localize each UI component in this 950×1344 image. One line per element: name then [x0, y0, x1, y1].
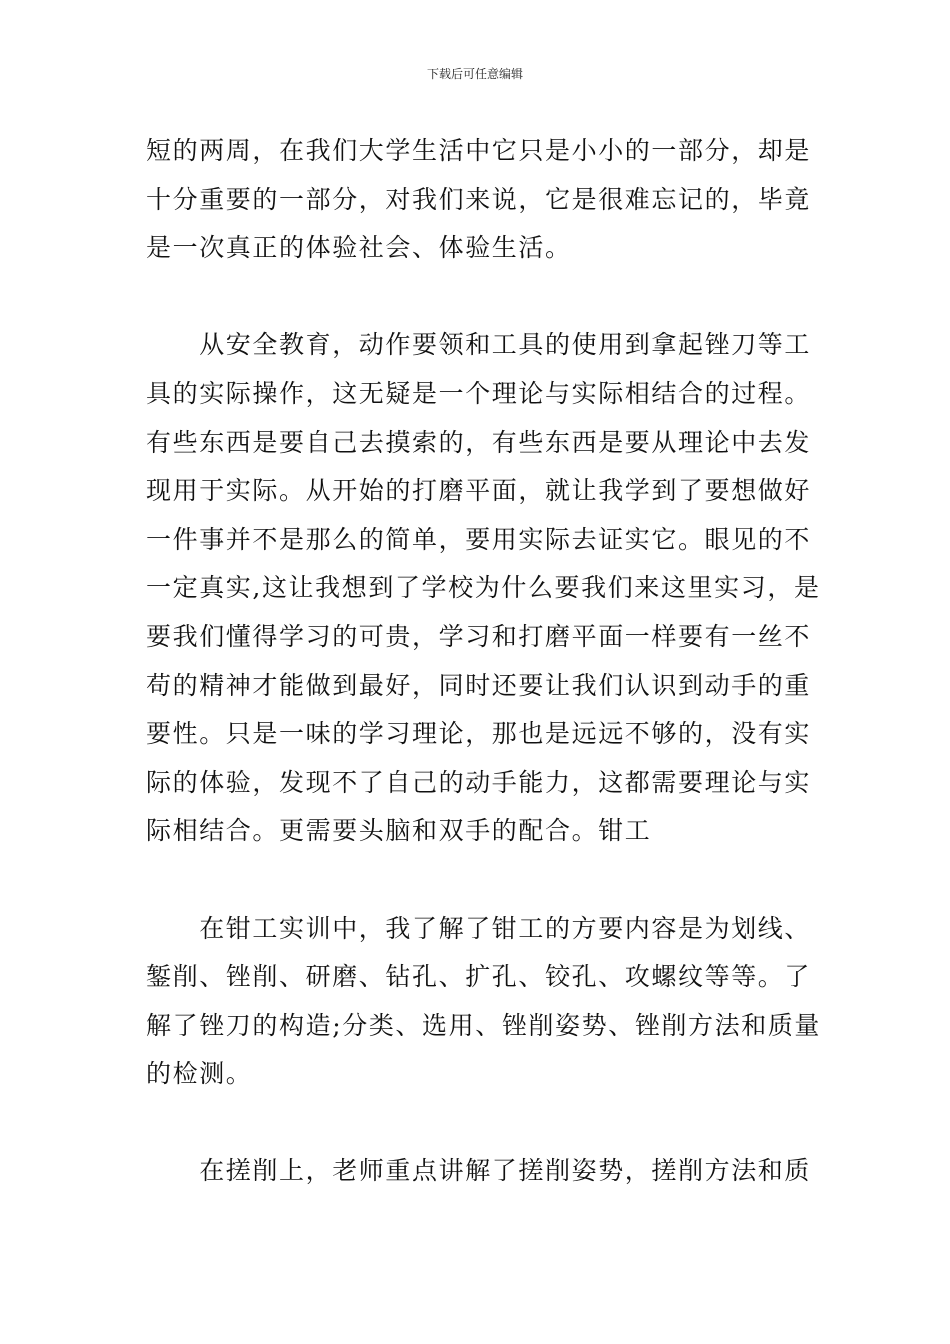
text-line: 的检测。: [146, 1059, 253, 1089]
paragraph-1: [146, 127, 812, 273]
text-line: 现用于实际。从开始的打磨平面，就让我学到了要想做好: [146, 476, 812, 506]
text-line: 苟的精神才能做到最好，同时还要让我们认识到动手的重: [146, 670, 812, 700]
paragraph-4: [146, 1147, 812, 1196]
paragraph-2: [146, 321, 821, 856]
text-line: 短的两周，在我们大学生活中它只是小小的一部分，却是: [146, 136, 812, 165]
text-line: 际相结合。更需要头脑和双手的配合。钳工: [146, 816, 652, 846]
text-line: 有些东西是要自己去摸索的，有些东西是要从理论中去发: [146, 427, 812, 457]
text-line: 际的体验，发现不了自己的动手能力，这都需要理论与实: [146, 767, 812, 797]
text-line: 要性。只是一味的学习理论，那也是远远不够的，没有实: [146, 719, 812, 749]
text-line: 具的实际操作，这无疑是一个理论与实际相结合的过程。: [146, 378, 812, 408]
text-line: 在搓削上，老师重点讲解了搓削姿势，搓削方法和质: [146, 1156, 812, 1186]
paragraph-3: [146, 905, 822, 1099]
text-line: 一定真实,这让我想到了学校为什么要我们来这里实习，是: [146, 573, 821, 603]
text-line: 錾削、锉削、研磨、钻孔、扩孔、铰孔、攻螺纹等等。了: [146, 962, 812, 992]
text-line: 解了锉刀的构造;分类、选用、锉削姿势、锉削方法和质量: [146, 1010, 822, 1040]
document-body: [146, 127, 822, 1196]
text-line: 一件事并不是那么的简单，要用实际去证实它。眼见的不: [146, 524, 812, 554]
text-line: 在钳工实训中，我了解了钳工的方要内容是为划线、: [146, 913, 812, 943]
text-line: 十分重要的一部分，对我们来说，它是很难忘记的，毕竟: [146, 184, 812, 214]
text-line: 从安全教育，动作要领和工具的使用到拿起锉刀等工: [146, 330, 812, 360]
page-header: 下载后可任意编辑: [426, 67, 523, 81]
text-line: 是一次真正的体验社会、体验生活。: [146, 233, 572, 263]
text-line: 要我们懂得学习的可贵，学习和打磨平面一样要有一丝不: [146, 621, 812, 651]
